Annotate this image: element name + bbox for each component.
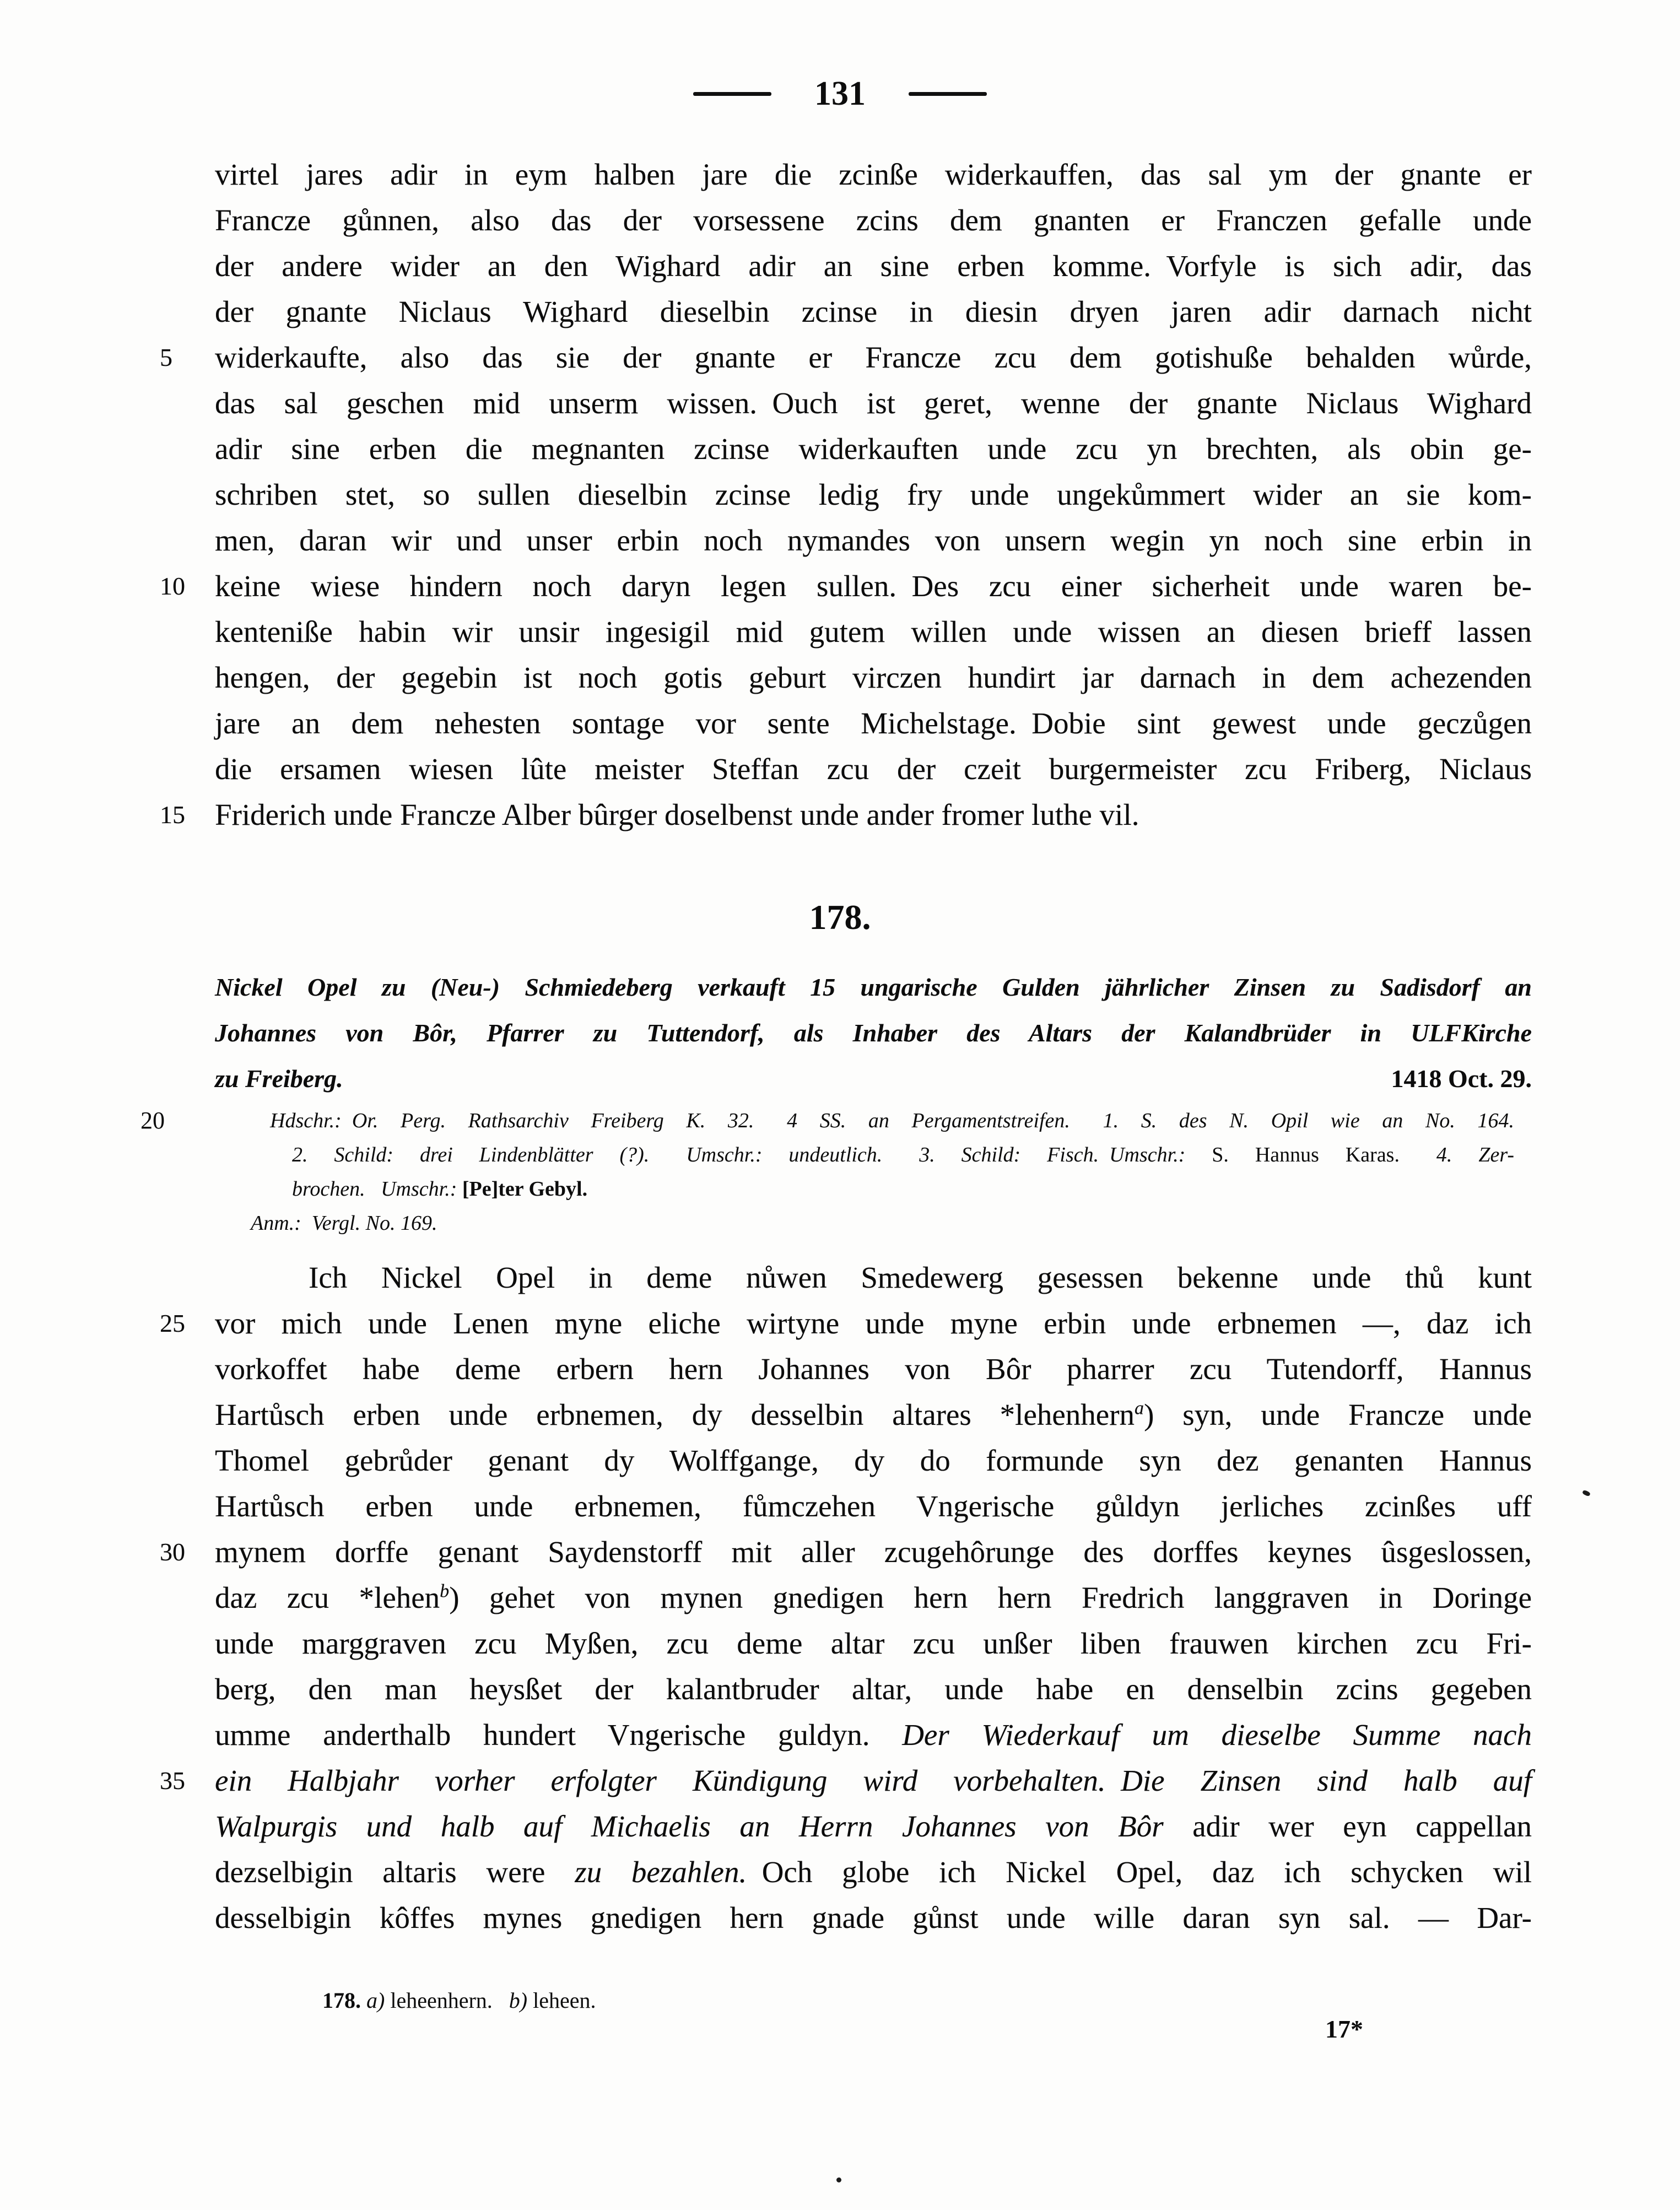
summary-line [215, 1056, 1532, 1101]
body-line [215, 1712, 1532, 1758]
text-segment: vorkoffet habe deme erbern hern Johannes von Bôr pharrer zcu Tutendorff, Hannus [215, 1352, 1532, 1386]
text-segment: berg, den man heysßet der kalantbruder altar, unde habe en denselbin zcins gegeben [215, 1672, 1532, 1706]
apparatus-footnote [322, 1985, 596, 2016]
text-segment: jare an dem nehesten sontage vor sente Michelstage. Dobie sint gewest unde geczůgen [215, 706, 1532, 740]
continuation-line [215, 243, 1532, 289]
text-segment: die ersamen wiesen lûte meister Steffan zcu der czeit burgermeister zcu Friberg, Niclaus [215, 752, 1532, 786]
margin-line-number: 5 [160, 343, 172, 371]
continuation-line [215, 655, 1532, 700]
body-line [215, 1438, 1532, 1483]
continuation-line [215, 517, 1532, 563]
continuation-line [215, 152, 1532, 197]
running-head [0, 74, 1680, 113]
text-segment: Nickel Opel zu (Neu-) Schmiedeberg verkauft 15 ungarische Gulden jährlicher Zinsen zu Sadisdorf an [215, 973, 1532, 1001]
body-line [215, 1255, 1532, 1300]
continuation-line [215, 746, 1532, 792]
scan-speck [1582, 1489, 1591, 1496]
continuation-line [215, 472, 1532, 517]
scan-speck [836, 2177, 841, 2182]
footnote-line [322, 1985, 596, 2016]
source-line [141, 1104, 1514, 1138]
text-segment: 4. Zer- [1399, 1143, 1514, 1166]
body-line [215, 1575, 1532, 1620]
page-number: 131 [814, 75, 866, 112]
text-segment: vor mich unde Lenen myne eliche wirtyne unde myne erbin unde erbnemen —, daz ich [215, 1306, 1532, 1340]
summary-line [215, 964, 1532, 1010]
text-segment: widerkaufte, also das sie der gnante er Francze zcu dem gotishuße behalden wůrde, [215, 341, 1532, 374]
continuation-line [215, 426, 1532, 472]
text-segment: Friderich unde Francze Alber bûrger doselbenst unde ander fromer luthe vil. [215, 798, 1139, 831]
header-rule-right [909, 92, 987, 96]
continuation-line [215, 380, 1532, 426]
text-segment: men, daran wir und unser erbin noch nymandes von unsern wegin yn noch sine erbin in [215, 523, 1532, 557]
text-segment: desselbigin kôffes mynes gnedigen hern gnade gůnst unde wille daran syn sal. — Dar- [215, 1901, 1532, 1935]
text-segment: keine wiese hindern noch daryn legen sullen. Des zcu einer sicherheit unde waren be- [215, 569, 1532, 603]
body-line [215, 1849, 1532, 1895]
summary-line [215, 1010, 1532, 1056]
text-segment: [Pe]ter Gebyl. [462, 1177, 588, 1201]
margin-line-number: 15 [160, 801, 185, 829]
text-segment: ) gehet von mynen gnedigen hern hern Fredrich langgraven in Doringe [449, 1581, 1532, 1614]
source-line [251, 1138, 1514, 1172]
body-line [160, 1529, 1532, 1575]
footnote-marker: b [440, 1581, 450, 1602]
text-segment: zu Freiberg. [215, 1065, 343, 1093]
continuation-line [215, 700, 1532, 746]
body-line [215, 1803, 1532, 1849]
text-segment: 178. [322, 1988, 366, 2013]
margin-line-number: 25 [160, 1309, 185, 1337]
body-line [215, 1346, 1532, 1392]
text-segment: Der Wiederkauf um dieselbe Summe nach [902, 1718, 1532, 1752]
source-note [141, 1104, 1514, 1240]
text-segment: unde marggraven zcu Myßen, zcu deme altar zcu unßer liben frauwen kirchen zcu Fri- [215, 1627, 1532, 1660]
text-segment: Hdschr.: Or. Perg. Rathsarchiv Freiberg K. 32. 4 SS. an Pergamentstreifen. 1. S. des N. Opil wie an No. 164. [270, 1109, 1514, 1132]
charter-summary [215, 964, 1532, 1101]
source-line [251, 1172, 1514, 1206]
body-line [215, 1392, 1532, 1438]
footnote-marker: a [1135, 1398, 1144, 1419]
text-segment: zu bezahlen. [575, 1855, 747, 1889]
continuation-line [160, 792, 1532, 837]
continuation-line [215, 609, 1532, 655]
text-segment: das sal geschen mid unserm wissen. Ouch ist geret, wenne der gnante Niclaus Wighard [215, 386, 1532, 420]
body-line [215, 1895, 1532, 1941]
body-line [160, 1758, 1532, 1803]
text-segment: daz zcu *lehen [215, 1581, 440, 1614]
sheet-signature: 17* [1325, 2015, 1363, 2043]
margin-line-number: 30 [160, 1538, 185, 1566]
text-segment: Johannes von Bôr, Pfarrer zu Tuttendorf, als Inhaber des Altars der Kalandbrüder in ULFKirche [215, 1019, 1532, 1047]
text-segment: umme anderthalb hundert Vngerische guldyn. [215, 1718, 903, 1752]
text-segment: kenteniße habin wir unsir ingesigil mid gutem willen unde wissen an diesen brieff lassen [215, 615, 1532, 649]
text-segment: Ich Nickel Opel in deme nůwen Smedewerg gesessen bekenne unde thů kunt [309, 1261, 1532, 1294]
text-segment: der andere wider an den Wighard adir an sine erben komme. Vorfyle is sich adir, das [215, 249, 1532, 283]
body-line [215, 1666, 1532, 1712]
margin-line-number: 20 [141, 1107, 165, 1134]
text-segment: virtel jares adir in eym halben jare die zcinße widerkauffen, das sal ym der gnante er [215, 158, 1532, 191]
text-segment: b) [509, 1988, 528, 2013]
text-segment: schriben stet, so sullen dieselbin zcinse ledig fry unde ungekůmmert wider an sie kom- [215, 478, 1532, 511]
text-segment: 1418 Oct. 29. [1391, 1065, 1532, 1093]
text-segment: Thomel gebrůder genant dy Wolffgange, dy do formunde syn dez genanten Hannus [215, 1444, 1532, 1477]
continuation-line [215, 289, 1532, 334]
continuation-line [160, 334, 1532, 380]
continuation-line [160, 563, 1532, 609]
text-segment: S. Hannus Karas. [1212, 1143, 1400, 1166]
body-line [215, 1483, 1532, 1529]
text-segment: 2. Schild: drei Lindenblätter (?). Umschr.: undeutlich. 3. Schild: Fisch. Umschr.: [292, 1143, 1212, 1166]
text-segment: brochen. Umschr.: [292, 1177, 462, 1201]
text-segment: adir wer eyn cappellan [1192, 1809, 1532, 1843]
text-segment: mynem dorffe genant Saydenstorff mit aller zcugehôrunge des dorffes keynes ûsgeslossen, [215, 1535, 1532, 1569]
body-line [160, 1300, 1532, 1346]
charter-body [160, 1255, 1532, 1941]
body-line [215, 1620, 1532, 1666]
source-line [251, 1206, 1514, 1240]
text-segment: Anm.: Vergl. No. 169. [251, 1212, 437, 1235]
text-segment: Hartůsch erben unde erbnemen, dy desselbin altares *lehenhern [215, 1398, 1135, 1431]
text-segment: Hartůsch erben unde erbnemen, fůmczehen Vngerische gůldyn jerliches zcinßes uff [215, 1489, 1532, 1523]
text-segment: der gnante Niclaus Wighard dieselbin zcinse in diesin dryen jaren adir darnach nicht [215, 295, 1532, 328]
text-segment: Francze gůnnen, also das der vorsessene zcins dem gnanten er Franczen gefalle unde [215, 203, 1532, 237]
text-segment: hengen, der gegebin ist noch gotis geburt virczen hundirt jar darnach in dem achezenden [215, 661, 1532, 694]
text-segment: leheen. [527, 1988, 596, 2013]
margin-line-number: 10 [160, 572, 185, 600]
header-rule-left [693, 92, 771, 96]
text-segment: ) syn, unde Francze unde [1144, 1398, 1532, 1431]
text-segment: Walpurgis und halb auf Michaelis an Herrn Johannes von Bôr [215, 1809, 1193, 1843]
text-segment: a) [366, 1988, 385, 2013]
continuation-line [215, 197, 1532, 243]
text-segment: dezselbigin altaris were [215, 1855, 575, 1889]
text-segment: Och globe ich Nickel Opel, daz ich schycken wil [747, 1855, 1532, 1889]
text-segment: adir sine erben die megnanten zcinse widerkauften unde zcu yn brechten, als obin ge- [215, 432, 1532, 466]
continuation-paragraph [160, 152, 1532, 837]
margin-line-number: 35 [160, 1766, 185, 1795]
charter-heading: 178. [809, 898, 871, 937]
text-segment: leheenhern. [385, 1988, 509, 2013]
text-segment: ein Halbjahr vorher erfolgter Kündigung wird vorbehalten. Die Zinsen sind halb auf [215, 1764, 1532, 1797]
